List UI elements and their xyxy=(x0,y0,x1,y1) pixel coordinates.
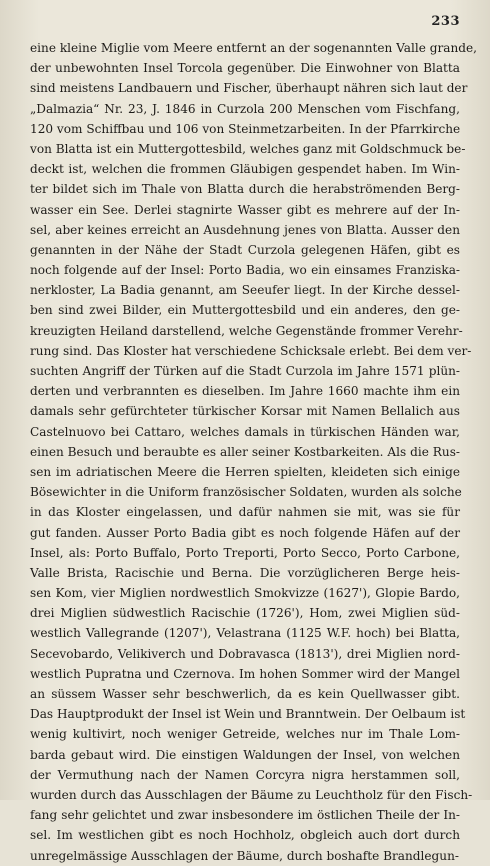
text-line: der Vermuthung nach der Namen Corcyra nigra herstammen soll, xyxy=(30,767,460,782)
text-line: drei Miglien südwestlich Racischie (1726'), Hom, zwei Miglien süd- xyxy=(30,606,460,621)
text-line: in das Kloster eingelassen, und dafür nahmen sie mit, was sie für xyxy=(30,505,460,520)
text-line: Das Hauptprodukt der Insel ist Wein und Branntwein. Der Oelbaum ist xyxy=(30,707,466,722)
text-line: westlich Vallegrande (1207'), Velastrana (1125 W.F. hoch) bei Blatta, xyxy=(30,626,460,641)
text-line: genannten in der Nähe der Stadt Curzola gelegenen Häfen, gibt es xyxy=(30,242,460,257)
text-line: „Dalmazia“ Nr. 23, J. 1846 in Curzola 200 Menschen vom Fischfang, xyxy=(30,101,460,116)
text-line: Insel, als: Porto Buffalo, Porto Treporti, Porto Secco, Porto Carbone, xyxy=(30,545,460,560)
text-line: kreuzigten Heiland darstellend, welche Gegenstände frommer Verehr- xyxy=(30,323,463,338)
text-line: der unbewohnten Insel Torcola gegenüber. Die Einwohner von Blatta xyxy=(30,61,460,76)
text-line: sen Kom, vier Miglien nordwestlich Smokvizze (1627'), Glopie Bardo, xyxy=(30,586,460,601)
body-text xyxy=(30,38,477,866)
text-line: wurden durch das Ausschlagen der Bäume zu Leuchtholz für den Fisch- xyxy=(30,787,473,802)
text-line: an süssem Wasser sehr beschwerlich, da es kein Quellwasser gibt. xyxy=(30,687,460,701)
text-line: sel, aber keines erreicht an Ausdehnung jenes von Blatta. Ausser den xyxy=(30,222,460,237)
text-line: fang sehr gelichtet und zwar insbesondere im östlichen Theile der In- xyxy=(30,808,460,823)
text-line: ter bildet sich im Thale von Blatta durch die herabströmenden Berg- xyxy=(30,182,460,197)
text-line: noch folgende auf der Insel: Porto Badia, wo ein einsames Franziska- xyxy=(30,263,460,278)
page-number: 233 xyxy=(431,14,460,29)
text-line: nerkloster, La Badia genannt, am Seeufer liegt. In der Kirche dessel- xyxy=(30,283,460,298)
text-line: deckt ist, welchen die frommen Gläubigen gespendet haben. Im Win- xyxy=(30,162,460,177)
text-line: westlich Pupratna und Czernova. Im hohen Sommer wird der Mangel xyxy=(30,666,460,681)
text-line: sen im adriatischen Meere die Herren spielten, kleideten sich einige xyxy=(30,464,460,479)
text-line: sind meistens Landbauern und Fischer, überhaupt nähren sich laut der xyxy=(30,81,468,96)
text-line: Castelnuovo bei Cattaro, welches damals in türkischen Händen war, xyxy=(30,424,460,439)
text-line: ben sind zwei Bilder, ein Muttergottesbild und ein anderes, den ge- xyxy=(30,303,460,318)
text-line: wasser ein See. Derlei stagnirte Wasser gibt es mehrere auf der In- xyxy=(30,202,460,217)
text-line: Valle Brista, Racischie und Berna. Die vorzüglicheren Berge heis- xyxy=(30,565,460,580)
text-line: von Blatta ist ein Muttergottesbild, welches ganz mit Goldschmuck be- xyxy=(30,141,466,156)
text-line: derten und verbrannten es dieselben. Im Jahre 1660 machte ihm ein xyxy=(30,384,460,399)
text-line: damals sehr gefürchteter türkischer Korsar mit Namen Bellalich aus xyxy=(30,404,460,419)
text-line: unregelmässige Ausschlagen der Bäume, durch boshafte Brandlegun- xyxy=(30,848,459,863)
text-line: eine kleine Miglie vom Meere entfernt an der sogenannten Valle grande, xyxy=(30,41,477,55)
text-line: einen Besuch und beraubte es aller seiner Kostbarkeiten. Als die Rus- xyxy=(30,444,460,459)
text-line: wenig kultivirt, noch weniger Getreide, welches nur im Thale Lom- xyxy=(30,727,460,742)
text-line: 120 vom Schiffbau und 106 von Steinmetzarbeiten. In der Pfarrkirche xyxy=(30,121,461,136)
text-line: Bösewichter in die Uniform französischer Soldaten, wurden als solche xyxy=(30,485,462,500)
text-line: Secevobardo, Velikiverch und Dobravasca (1813'), drei Miglien nord- xyxy=(30,646,460,661)
text-line: barda gebaut wird. Die einstigen Waldungen der Insel, von welchen xyxy=(30,747,460,762)
text-line: suchten Angriff der Türken auf die Stadt Curzola im Jahre 1571 plün- xyxy=(30,364,460,378)
text-line: sel. Im westlichen gibt es noch Hochholz, obgleich auch dort durch xyxy=(30,828,460,843)
text-line: gut fanden. Ausser Porto Badia gibt es noch folgende Häfen auf der xyxy=(30,525,460,540)
text-line: rung sind. Das Kloster hat verschiedene Schicksale erlebt. Bei dem ver- xyxy=(30,343,472,358)
